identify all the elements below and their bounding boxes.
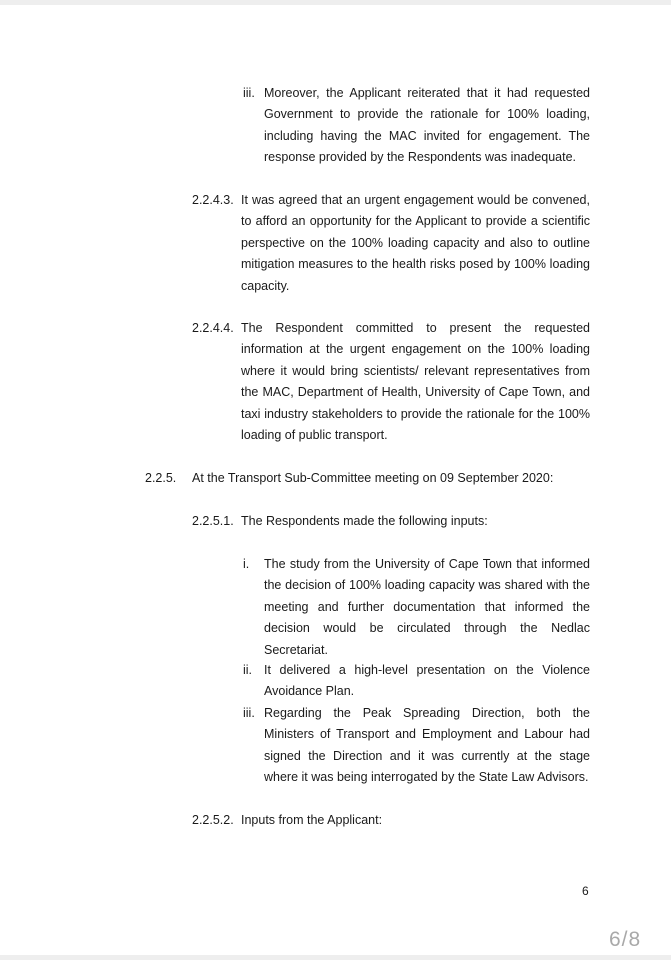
list-marker: ii.	[243, 663, 253, 677]
page-number: 6	[582, 884, 589, 898]
list-marker: iii.	[243, 706, 255, 720]
paragraph-text: The Respondents made the following inputs:	[241, 514, 488, 528]
paragraph-marker: 2.2.5.1.	[192, 514, 234, 528]
list-item-text: The study from the University of Cape Town that informed the decision of 100% loading capacity was shared with the meeting and further documentation that informed the decision would be circulated through the Nedlac Secretariat.	[264, 557, 590, 657]
section-heading: At the Transport Sub-Committee meeting on 09 September 2020:	[192, 471, 554, 485]
bottom-edge	[0, 955, 671, 960]
paragraph-marker: 2.2.5.2.	[192, 813, 234, 827]
list-item-text: It delivered a high-level presentation on the Violence Avoidance Plan.	[264, 663, 590, 699]
paragraph-text: Inputs from the Applicant:	[241, 813, 383, 827]
paragraph-marker: 2.2.4.4.	[192, 321, 234, 335]
top-edge	[0, 0, 671, 5]
paragraph-text: The Respondent committed to present the requested information at the urgent engagement on the 100% loading where it would bring scientists/ relevant representatives from the MAC, Department of Health, University of Cape Town, and taxi industry stakeholders to provide the rationale for the 100% loading of public transport.	[241, 321, 590, 443]
paragraph-text: Moreover, the Applicant reiterated that it had requested Government to provide the rationale for 100% loading, including having the MAC invited for engagement. The response provided by the Respondents was inadequate.	[264, 86, 590, 165]
list-marker: i.	[243, 557, 250, 571]
paragraph-text: It was agreed that an urgent engagement would be convened, to afford an opportunity for the Applicant to provide a scientific perspective on the 100% loading capacity and also to outline mitigation measures to the health risks posed by 100% loading capacity.	[241, 193, 590, 293]
paragraph-marker: iii.	[243, 86, 255, 100]
list-item-text: Regarding the Peak Spreading Direction, both the Ministers of Transport and Employment and Labour had signed the Direction and it was currently at the stage where it was being interrogated by the State Law Advisors.	[264, 706, 590, 785]
section-number: 2.2.5.	[145, 471, 177, 485]
paragraph-marker: 2.2.4.3.	[192, 193, 234, 207]
page-counter: 6/8	[609, 928, 642, 951]
